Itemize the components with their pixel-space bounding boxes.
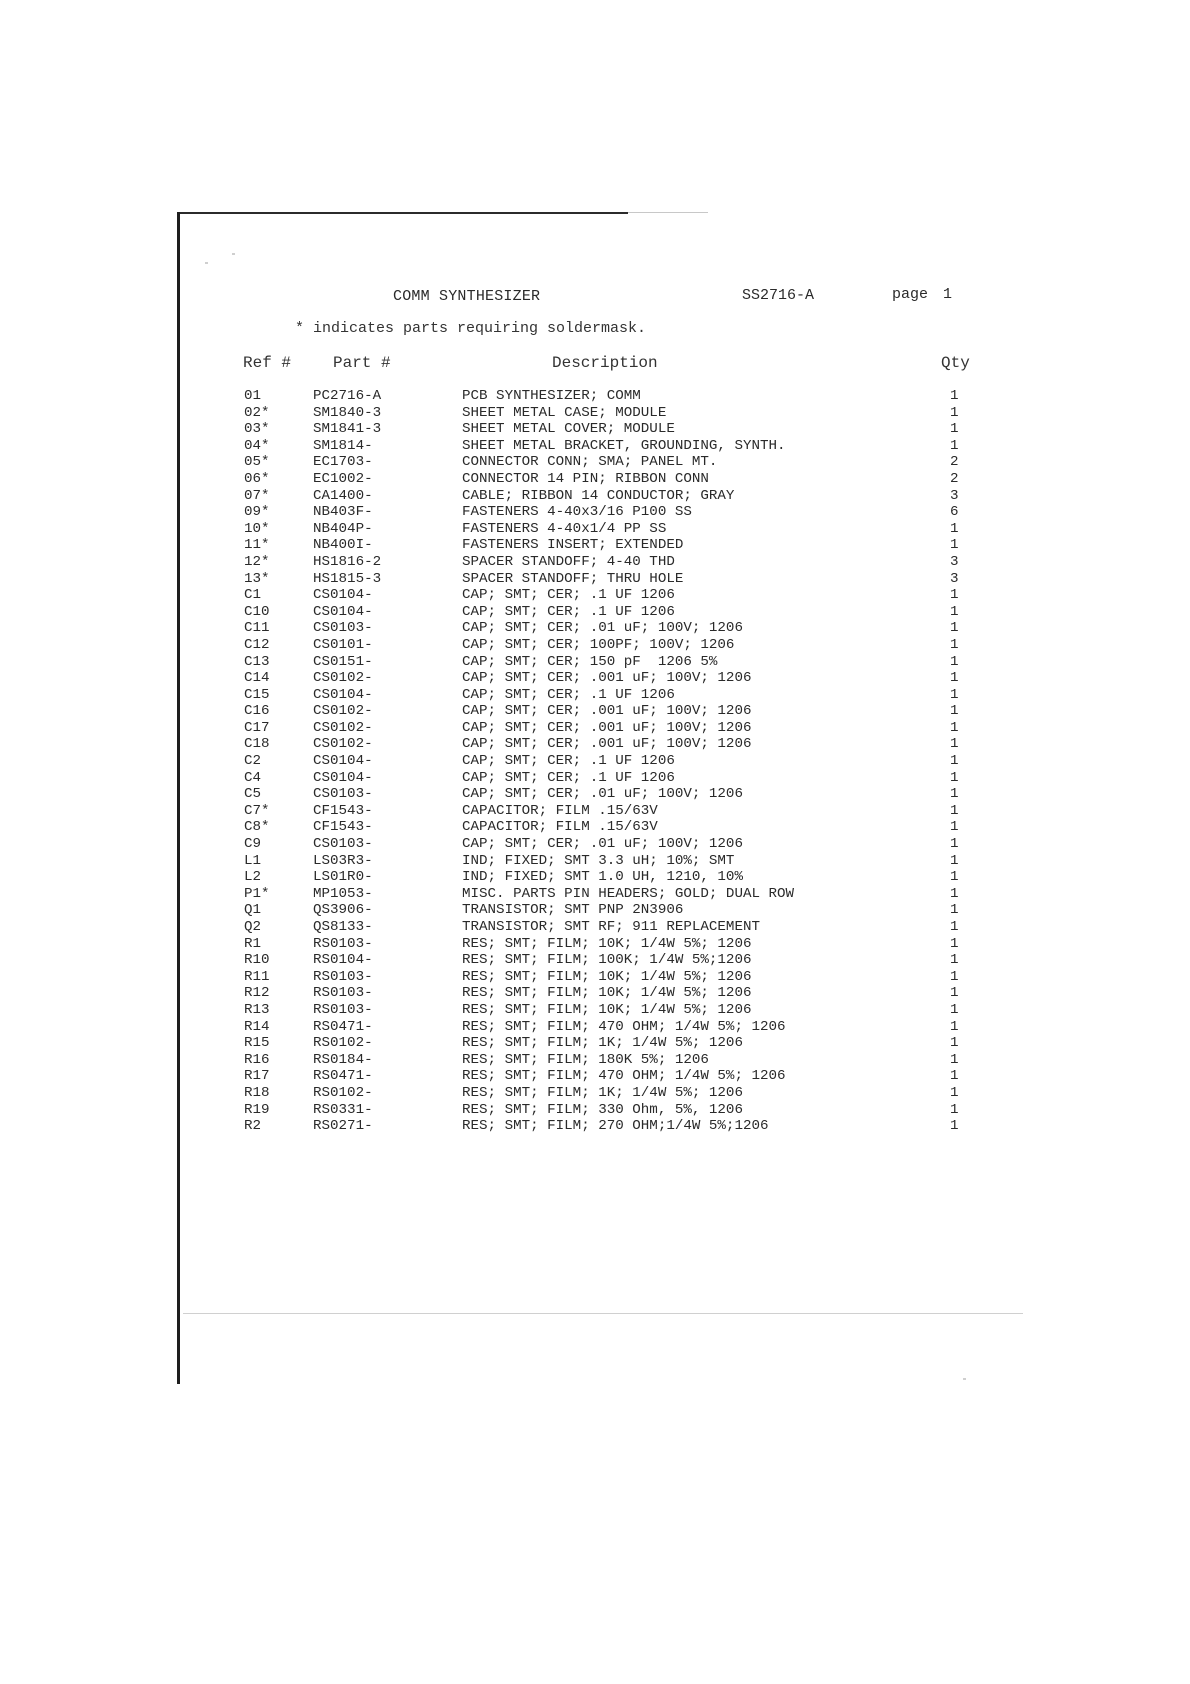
table-row [0,620,1190,637]
qty-cell: 1 [950,852,959,869]
part-number-cell: CS0102- [313,703,373,720]
part-number-cell: CF1543- [313,819,373,836]
scan-edge-top [178,212,628,214]
ref-cell: C7* [244,802,270,819]
table-row [0,687,1190,704]
qty-cell: 1 [950,902,959,919]
table-row [0,803,1190,820]
description-cell: CAPACITOR; FILM .15/63V [462,802,658,819]
ref-cell: 09* [244,504,270,521]
ref-cell: Q1 [244,902,262,919]
table-row [0,1068,1190,1085]
description-cell: IND; FIXED; SMT 1.0 UH, 1210, 10% [462,869,743,886]
table-row [0,504,1190,521]
table-row [0,637,1190,654]
table-row [0,1002,1190,1019]
ref-cell: 03* [244,421,270,438]
qty-cell: 1 [950,620,959,637]
ref-cell: 12* [244,553,270,570]
description-cell: CAP; SMT; CER; .01 uF; 100V; 1206 [462,786,743,803]
description-cell: CAP; SMT; CER; .1 UF 1206 [462,686,675,703]
ref-cell: C12 [244,636,270,653]
qty-cell: 1 [950,670,959,687]
ref-cell: C9 [244,836,262,853]
ref-cell: R17 [244,1068,270,1085]
description-cell: RES; SMT; FILM; 10K; 1/4W 5%; 1206 [462,935,752,952]
qty-cell: 1 [950,1084,959,1101]
qty-cell: 1 [950,802,959,819]
part-number-cell: CS0102- [313,670,373,687]
description-cell: RES; SMT; FILM; 100K; 1/4W 5%;1206 [462,952,752,969]
column-header-description: Description [552,354,658,372]
ref-cell: C16 [244,703,270,720]
description-cell: CAP; SMT; CER; .1 UF 1206 [462,587,675,604]
description-cell: RES; SMT; FILM; 10K; 1/4W 5%; 1206 [462,1001,752,1018]
qty-cell: 1 [950,653,959,670]
soldermask-note: * indicates parts requiring soldermask. [295,320,647,337]
description-cell: SHEET METAL BRACKET, GROUNDING, SYNTH. [462,437,786,454]
ref-cell: R10 [244,952,270,969]
table-row [0,819,1190,836]
table-row [0,1019,1190,1036]
qty-cell: 1 [950,736,959,753]
table-row [0,670,1190,687]
qty-cell: 3 [950,570,959,587]
description-cell: CAP; SMT; CER; .1 UF 1206 [462,603,675,620]
description-cell: CAPACITOR; FILM .15/63V [462,819,658,836]
description-cell: FASTENERS INSERT; EXTENDED [462,537,684,554]
scan-edge-bottom [183,1313,1023,1314]
description-cell: CAP; SMT; CER; .001 uF; 100V; 1206 [462,670,752,687]
part-number-cell: RS0471- [313,1018,373,1035]
table-row [0,405,1190,422]
qty-cell: 1 [950,636,959,653]
part-number-cell: CS0151- [313,653,373,670]
part-number-cell: MP1053- [313,885,373,902]
description-cell: CONNECTOR 14 PIN; RIBBON CONN [462,470,709,487]
ref-cell: 13* [244,570,270,587]
part-number-cell: RS0184- [313,1051,373,1068]
table-row [0,587,1190,604]
qty-cell: 1 [950,1001,959,1018]
description-cell: CABLE; RIBBON 14 CONDUCTOR; GRAY [462,487,735,504]
description-cell: SHEET METAL COVER; MODULE [462,421,675,438]
part-number-cell: QS3906- [313,902,373,919]
column-header-part: Part # [333,354,391,372]
part-number-cell: RS0102- [313,1084,373,1101]
part-number-cell: HS1816-2 [313,553,382,570]
ref-cell: R18 [244,1084,270,1101]
part-number-cell: EC1002- [313,470,373,487]
part-number-cell: CS0104- [313,603,373,620]
table-row [0,1035,1190,1052]
ref-cell: 02* [244,404,270,421]
description-cell: CAP; SMT; CER; 100PF; 100V; 1206 [462,636,735,653]
table-row [0,985,1190,1002]
qty-cell: 1 [950,437,959,454]
part-number-cell: CS0102- [313,719,373,736]
table-row [0,604,1190,621]
part-number-cell: SM1840-3 [313,404,382,421]
part-number-cell: CF1543- [313,802,373,819]
column-header-qty: Qty [941,354,970,372]
ref-cell: Q2 [244,919,262,935]
description-cell: CONNECTOR CONN; SMA; PANEL MT. [462,454,718,471]
qty-cell: 1 [950,1118,959,1135]
description-cell: RES; SMT; FILM; 180K 5%; 1206 [462,1051,709,1068]
table-row [0,654,1190,671]
part-number-cell: SM1841-3 [313,421,382,438]
part-number-cell: RS0471- [313,1068,373,1085]
description-cell: TRANSISTOR; SMT PNP 2N3906 [462,902,684,919]
part-number-cell: RS0103- [313,985,373,1002]
table-row [0,720,1190,737]
part-number-cell: LS01R0- [313,869,373,886]
table-row [0,919,1190,936]
qty-cell: 1 [950,537,959,554]
ref-cell: R2 [244,1118,262,1135]
qty-cell: 1 [950,952,959,969]
ref-cell: C2 [244,753,262,770]
qty-cell: 1 [950,603,959,620]
ref-cell: C4 [244,769,262,786]
table-row [0,786,1190,803]
qty-cell: 1 [950,1018,959,1035]
ref-cell: C5 [244,786,262,803]
ref-cell: R19 [244,1101,270,1118]
qty-cell: 1 [950,587,959,604]
qty-cell: 3 [950,487,959,504]
table-row [0,969,1190,986]
part-number-cell: HS1815-3 [313,570,382,587]
qty-cell: 1 [950,421,959,438]
description-cell: CAP; SMT; CER; .1 UF 1206 [462,769,675,786]
ref-cell: 01 [244,388,262,404]
table-row [0,952,1190,969]
description-cell: CAP; SMT; CER; .1 UF 1206 [462,753,675,770]
table-row [0,836,1190,853]
part-number-cell: RS0271- [313,1118,373,1135]
qty-cell: 1 [950,836,959,853]
qty-cell: 1 [950,404,959,421]
description-cell: FASTENERS 4-40x1/4 PP SS [462,520,667,537]
ref-cell: 04* [244,437,270,454]
ref-cell: C17 [244,719,270,736]
scan-speck [205,262,208,264]
qty-cell: 1 [950,686,959,703]
column-header-ref: Ref # [243,354,292,372]
qty-cell: 1 [950,935,959,952]
ref-cell: R1 [244,935,262,952]
qty-cell: 1 [950,388,959,404]
table-row [0,853,1190,870]
table-row [0,471,1190,488]
table-row [0,1085,1190,1102]
part-number-cell: EC1703- [313,454,373,471]
part-number-cell: CA1400- [313,487,373,504]
description-cell: FASTENERS 4-40x3/16 P100 SS [462,504,692,521]
ref-cell: C15 [244,686,270,703]
table-row [0,421,1190,438]
ref-cell: C8* [244,819,270,836]
qty-cell: 1 [950,786,959,803]
description-cell: CAP; SMT; CER; .01 uF; 100V; 1206 [462,836,743,853]
description-cell: MISC. PARTS PIN HEADERS; GOLD; DUAL ROW [462,885,795,902]
ref-cell: R12 [244,985,270,1002]
ref-cell: L1 [244,852,262,869]
description-cell: CAP; SMT; CER; .001 uF; 100V; 1206 [462,736,752,753]
part-number-cell: RS0103- [313,968,373,985]
description-cell: RES; SMT; FILM; 10K; 1/4W 5%; 1206 [462,985,752,1002]
description-cell: RES; SMT; FILM; 10K; 1/4W 5%; 1206 [462,968,752,985]
part-number-cell: RS0104- [313,952,373,969]
description-cell: CAP; SMT; CER; .001 uF; 100V; 1206 [462,703,752,720]
part-number-cell: QS8133- [313,919,373,935]
description-cell: PCB SYNTHESIZER; COMM [462,388,641,404]
part-number-cell: CS0102- [313,736,373,753]
ref-cell: C18 [244,736,270,753]
description-cell: SHEET METAL CASE; MODULE [462,404,667,421]
qty-cell: 1 [950,919,959,935]
page-number: page 1 [892,286,953,303]
table-row [0,770,1190,787]
table-row [0,454,1190,471]
qty-cell: 1 [950,769,959,786]
part-number-cell: RS0103- [313,935,373,952]
ref-cell: C13 [244,653,270,670]
table-row [0,936,1190,953]
table-row [0,521,1190,538]
description-cell: RES; SMT; FILM; 1K; 1/4W 5%; 1206 [462,1035,743,1052]
table-row [0,571,1190,588]
qty-cell: 1 [950,819,959,836]
ref-cell: C1 [244,587,262,604]
ref-cell: C11 [244,620,270,637]
ref-cell: R16 [244,1051,270,1068]
description-cell: RES; SMT; FILM; 270 OHM;1/4W 5%;1206 [462,1118,769,1135]
part-number-cell: CS0104- [313,686,373,703]
table-row [0,388,1190,405]
part-number-cell: NB404P- [313,520,373,537]
qty-cell: 1 [950,1101,959,1118]
qty-cell: 1 [950,985,959,1002]
ref-cell: C14 [244,670,270,687]
part-number-cell: SM1814- [313,437,373,454]
description-cell: SPACER STANDOFF; THRU HOLE [462,570,684,587]
ref-cell: 10* [244,520,270,537]
scan-edge-top-faint [628,212,708,213]
qty-cell: 2 [950,454,959,471]
ref-cell: R14 [244,1018,270,1035]
table-row [0,1118,1190,1135]
ref-cell: 05* [244,454,270,471]
qty-cell: 1 [950,719,959,736]
description-cell: TRANSISTOR; SMT RF; 911 REPLACEMENT [462,919,760,935]
ref-cell: R15 [244,1035,270,1052]
part-number-cell: LS03R3- [313,852,373,869]
part-number-cell: NB403F- [313,504,373,521]
ref-cell: 11* [244,537,270,554]
table-row [0,869,1190,886]
qty-cell: 1 [950,968,959,985]
description-cell: RES; SMT; FILM; 470 OHM; 1/4W 5%; 1206 [462,1068,786,1085]
table-row [0,554,1190,571]
qty-cell: 1 [950,753,959,770]
qty-cell: 1 [950,885,959,902]
parts-list [0,388,1190,1135]
qty-cell: 2 [950,470,959,487]
description-cell: RES; SMT; FILM; 330 Ohm, 5%, 1206 [462,1101,743,1118]
table-row [0,1052,1190,1069]
part-number-cell: PC2716-A [313,388,382,404]
ref-cell: 06* [244,470,270,487]
part-number-cell: CS0103- [313,620,373,637]
table-row [0,753,1190,770]
document-title: COMM SYNTHESIZER [393,288,541,305]
ref-cell: R11 [244,968,270,985]
description-cell: SPACER STANDOFF; 4-40 THD [462,553,675,570]
ref-cell: P1* [244,885,270,902]
part-number-cell: CS0104- [313,753,373,770]
part-number-cell: CS0104- [313,769,373,786]
part-number-cell: RS0331- [313,1101,373,1118]
qty-cell: 1 [950,520,959,537]
table-row [0,736,1190,753]
scan-speck [963,1378,966,1380]
part-number-cell: NB400I- [313,537,373,554]
description-cell: RES; SMT; FILM; 1K; 1/4W 5%; 1206 [462,1084,743,1101]
part-number-cell: RS0102- [313,1035,373,1052]
table-row [0,438,1190,455]
description-cell: IND; FIXED; SMT 3.3 uH; 10%; SMT [462,852,735,869]
part-number-cell: CS0103- [313,836,373,853]
qty-cell: 1 [950,1051,959,1068]
table-row [0,1102,1190,1119]
table-row [0,886,1190,903]
ref-cell: R13 [244,1001,270,1018]
table-row [0,902,1190,919]
description-cell: RES; SMT; FILM; 470 OHM; 1/4W 5%; 1206 [462,1018,786,1035]
scan-speck [232,253,235,255]
table-row [0,537,1190,554]
qty-cell: 1 [950,703,959,720]
description-cell: CAP; SMT; CER; .001 uF; 100V; 1206 [462,719,752,736]
ref-cell: 07* [244,487,270,504]
qty-cell: 1 [950,869,959,886]
part-number-cell: CS0104- [313,587,373,604]
description-cell: CAP; SMT; CER; 150 pF 1206 5% [462,653,718,670]
part-number-cell: CS0103- [313,786,373,803]
qty-cell: 6 [950,504,959,521]
ref-cell: C10 [244,603,270,620]
part-number-cell: RS0103- [313,1001,373,1018]
part-number-cell: CS0101- [313,636,373,653]
description-cell: CAP; SMT; CER; .01 uF; 100V; 1206 [462,620,743,637]
ref-cell: L2 [244,869,262,886]
document-number: SS2716-A [742,287,815,304]
qty-cell: 1 [950,1035,959,1052]
qty-cell: 1 [950,1068,959,1085]
table-row [0,488,1190,505]
table-row [0,703,1190,720]
qty-cell: 3 [950,553,959,570]
